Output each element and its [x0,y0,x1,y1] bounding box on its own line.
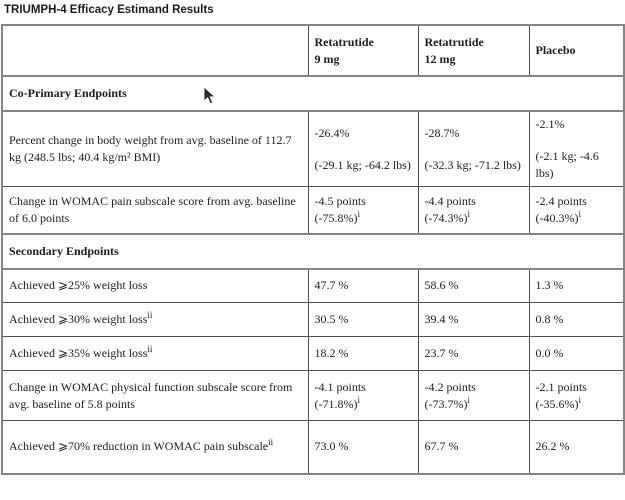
header-drug-name: Retatrutide [424,34,484,49]
value-percent: -28.7% [424,125,460,140]
footnote-marker: ii [268,437,274,448]
footnote-marker: i [467,208,470,219]
value-percent: $(-74.3\%)^i$ [424,208,470,225]
value-percent: $(-35.6\%)^i$ [535,394,581,411]
value-percent: 30.5 % [314,312,349,326]
value-percent: $(-75.8\%)^i$ [314,208,360,225]
header-drug-name: Placebo [535,43,576,57]
value-percent: $(-40.3\%)^i$ [535,208,581,225]
footnote-marker: i [467,394,470,405]
value-absolute: (-2.1 kg; -4.6 lbs) [535,149,599,180]
cell-ret9-30 [308,303,418,337]
row-womac-physical-function-change [2,371,624,421]
value-percent: 73.0 % [314,439,349,454]
footnote-marker: i [578,208,581,219]
value-percent: 67.7 % [424,439,459,454]
row-achieved-25-weight-loss [2,269,624,303]
cell-placebo-womac-physical [529,371,624,421]
section-row-co-primary [2,76,624,111]
row-achieved-30-weight-loss [2,303,624,337]
cell-ret12-weight-change [418,111,529,187]
value-points: -4.4 points [424,193,476,208]
value-points: -4.5 points [314,193,366,208]
row-percent-body-weight-change [2,111,624,187]
header-col-retatrutide-9mg [308,25,418,76]
row-label-achieved-25: Achieved ⩾25% weight loss [2,269,308,303]
cell-placebo-25 [529,269,624,303]
value-percent: 0.0 % [535,346,564,360]
cell-ret12-womac-pain [418,187,529,234]
value-percent: 1.3 % [535,278,564,293]
row-label-achieved-35: Achieved ⩾35% weight loss$^{ii}$ [2,337,308,371]
table-header-row [2,25,624,76]
value-percent: 47.7 % [314,278,349,293]
page-title: TRIUMPH-4 Efficacy Estimand Results [4,4,214,16]
value-percent: 39.4 % [424,312,459,326]
value-percent: $(-73.7\%)^i$ [424,394,470,411]
row-label-achieved-30: Achieved ⩾30% weight loss$^{ii}$ [2,303,308,337]
cell-ret9-weight-change [308,111,418,187]
cell-placebo-womac-pain [529,187,624,234]
row-label-percent-body-weight: Percent change in body weight from avg. baseline of 112.7 kg (248.5 lbs; 40.4 kg/m² BMI) [2,111,308,187]
value-percent: 18.2 % [314,346,349,360]
header-drug-name: Retatrutide [314,34,374,49]
section-row-secondary [2,234,624,269]
cell-ret9-womac-pain [308,187,418,234]
cell-ret9-70 [308,421,418,474]
row-womac-pain-change [2,187,624,234]
value-percent: -26.4% [314,125,350,140]
header-col-placebo [529,25,624,76]
cell-placebo-70 [529,421,624,474]
value-points: -4.1 points [314,379,366,394]
header-drug-dose: 9 mg [314,51,340,66]
header-empty-cell [2,25,308,76]
footnote-marker: ii [147,310,153,320]
cell-ret12-30 [418,303,529,337]
cell-ret9-womac-physical [308,371,418,421]
value-absolute: (-32.3 kg; -71.2 lbs) [424,157,521,172]
row-label-achieved-70: Achieved ⩾70% reduction in WOMAC pain subscale$^{ii}$ [2,421,308,474]
header-drug-dose: 12 mg [424,51,456,66]
section-title-secondary: Secondary Endpoints [2,234,624,269]
efficacy-results-table [1,24,625,475]
cell-placebo-35 [529,337,624,371]
header-col-retatrutide-12mg [418,25,529,76]
value-percent: -2.1% [535,117,565,131]
cell-ret12-womac-physical [418,371,529,421]
footnote-marker: i [578,394,581,405]
value-percent: $(-71.8\%)^i$ [314,394,360,411]
cell-ret12-70 [418,421,529,474]
value-absolute: (-29.1 kg; -64.2 lbs) [314,157,411,172]
row-achieved-70-womac-reduction [2,421,624,474]
cell-ret9-25 [308,269,418,303]
cell-ret12-25 [418,269,529,303]
value-percent: 0.8 % [535,312,564,326]
value-percent: 58.6 % [424,278,459,293]
footnote-marker: i [357,394,360,405]
value-percent: 26.2 % [535,439,570,454]
value-points: -2.1 points [535,379,587,394]
row-achieved-35-weight-loss [2,337,624,371]
row-label-womac-pain: Change in WOMAC pain subscale score from avg. baseline of 6.0 points [2,187,308,234]
value-points: -4.2 points [424,379,476,394]
cell-placebo-weight-change [529,111,624,187]
cell-ret12-35 [418,337,529,371]
footnote-marker: i [357,208,360,219]
value-points: -2.4 points [535,193,587,208]
value-percent: 23.7 % [424,346,459,360]
section-title-co-primary: Co-Primary Endpoints [2,76,624,111]
cell-ret9-35 [308,337,418,371]
cell-placebo-30 [529,303,624,337]
row-label-womac-physical: Change in WOMAC physical function subscale score from avg. baseline of 5.8 points [2,371,308,421]
footnote-marker: ii [147,344,153,354]
